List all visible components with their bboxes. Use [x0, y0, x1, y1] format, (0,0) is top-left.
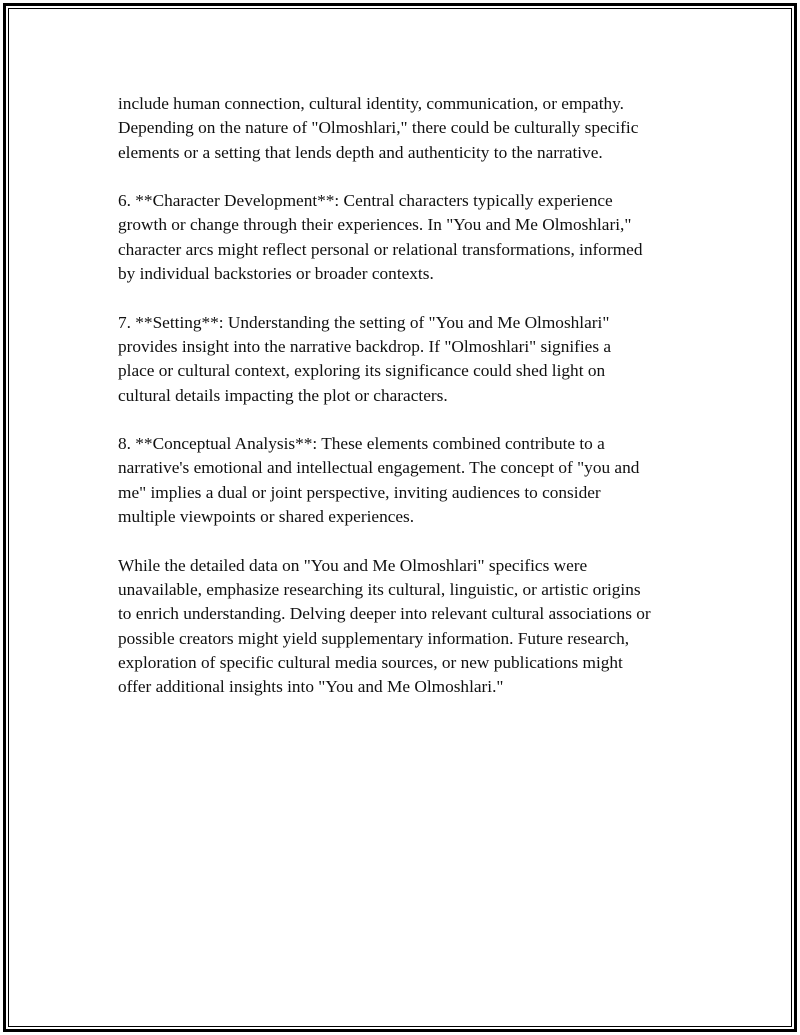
paragraph-character-development [118, 189, 698, 286]
text-line: 8. **Conceptual Analysis**: These elements combined contribute to a [118, 434, 605, 454]
text-line: unavailable, emphasize researching its cultural, linguistic, or artistic origins [118, 579, 641, 599]
text-line: growth or change through their experiences. In "You and Me Olmoshlari," [118, 215, 632, 235]
text-line: to enrich understanding. Delving deeper into relevant cultural associations or [118, 604, 651, 624]
text-line: 6. **Character Development**: Central characters typically experience [118, 191, 613, 211]
text-line: elements or a setting that lends depth and authenticity to the narrative. [118, 142, 603, 162]
text-line: multiple viewpoints or shared experiences. [118, 507, 415, 527]
paragraph-conclusion [118, 554, 698, 700]
paragraph-setting [118, 311, 698, 408]
text-line: me" implies a dual or joint perspective, inviting audiences to consider [118, 482, 601, 502]
paragraph-continuation [118, 92, 698, 165]
text-line: cultural details impacting the plot or characters. [118, 385, 448, 405]
paragraph-conceptual-analysis [118, 432, 698, 529]
text-line: narrative's emotional and intellectual engagement. The concept of "you and [118, 458, 640, 478]
text-line: Depending on the nature of "Olmoshlari," there could be culturally specific [118, 118, 639, 138]
document-body [118, 92, 698, 724]
text-line: While the detailed data on "You and Me Olmoshlari" specifics were [118, 555, 588, 575]
text-line: include human connection, cultural identity, communication, or empathy. [118, 94, 624, 113]
text-line: exploration of specific cultural media sources, or new publications might [118, 652, 623, 672]
text-line: by individual backstories or broader contexts. [118, 264, 434, 284]
text-line: possible creators might yield supplementary information. Future research, [118, 628, 630, 648]
text-line: character arcs might reflect personal or relational transformations, informed [118, 239, 643, 259]
text-line: 7. **Setting**: Understanding the setting of "You and Me Olmoshlari" [118, 312, 610, 332]
text-line: place or cultural context, exploring its significance could shed light on [118, 361, 606, 381]
text-line: provides insight into the narrative backdrop. If "Olmoshlari" signifies a [118, 336, 612, 356]
text-line: offer additional insights into "You and Me Olmoshlari." [118, 677, 504, 697]
